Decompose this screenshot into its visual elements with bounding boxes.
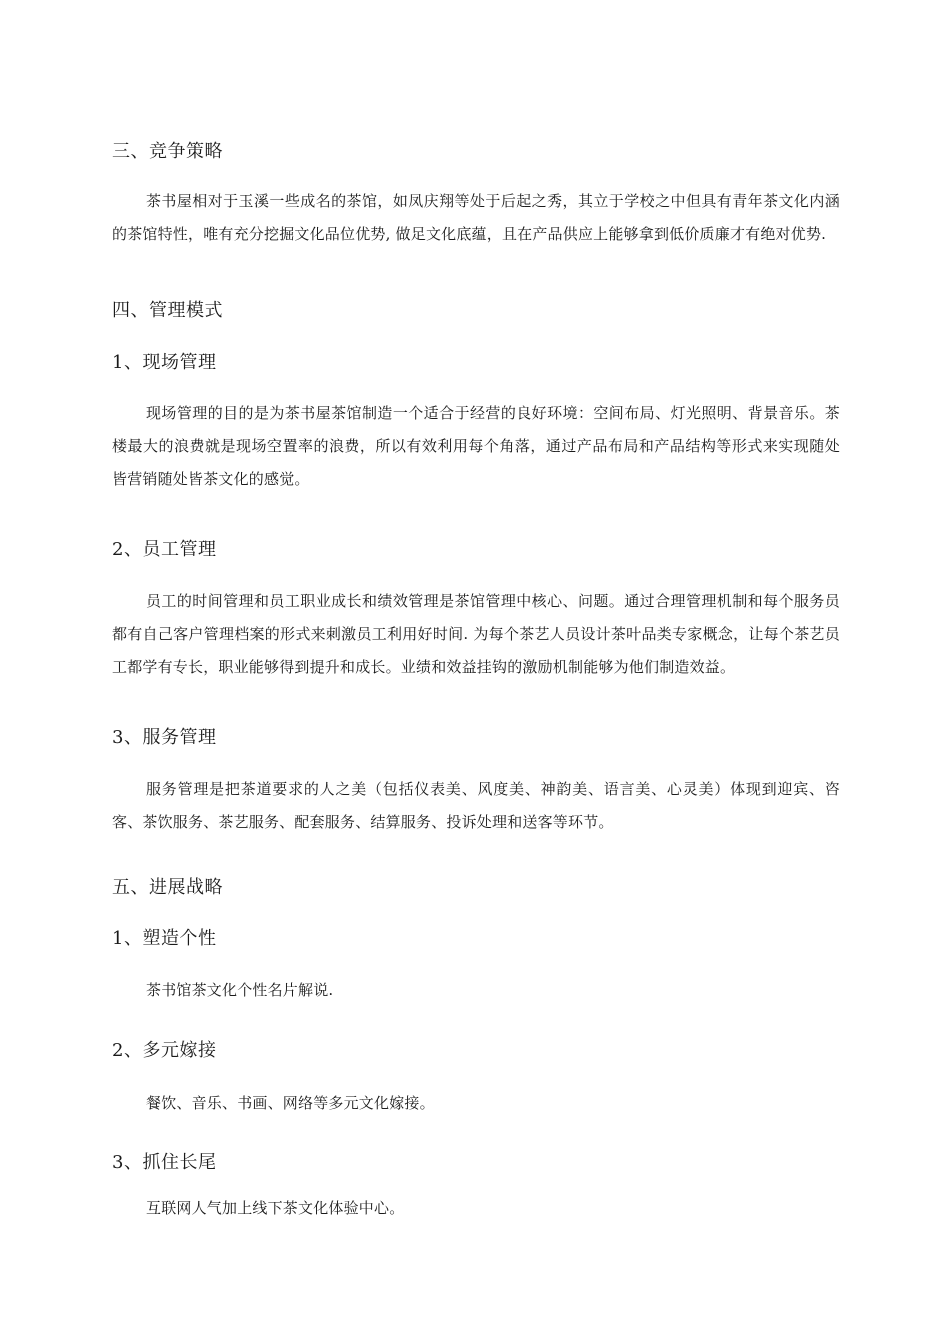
paragraph-competition-strategy: 茶书屋相对于玉溪一些成名的茶馆，如凤庆翔等处于后起之秀，其立于学校之中但具有青年茶文化内涵的茶馆特性，唯有充分挖掘文化品位优势, 做足文化底蕴，且在产品供应上能够拿到低价质廉才有绝对优势.	[112, 192, 840, 243]
paragraph-service-management: 服务管理是把茶道要求的人之美（包括仪表美、风度美、神韵美、语言美、心灵美）体现到迎宾、咨客、茶饮服务、茶艺服务、配套服务、结算服务、投诉处理和送客等环节。	[112, 780, 840, 831]
section-heading-competition-strategy: 三、竞争策略	[112, 141, 223, 162]
paragraph-multi-grafting: 餐饮、音乐、书画、网络等多元文化嫁接。	[146, 1094, 435, 1112]
section-heading-management-mode: 四、管理模式	[112, 300, 223, 321]
subheading-multi-grafting: 2、多元嫁接	[112, 1040, 217, 1061]
section-heading-development-strategy: 五、进展战略	[112, 877, 223, 898]
subheading-long-tail: 3、抓住长尾	[112, 1152, 217, 1173]
paragraph-site-management: 现场管理的目的是为茶书屋茶馆制造一个适合于经营的良好环境：空间布局、灯光照明、背景音乐。茶楼最大的浪费就是现场空置率的浪费，所以有效利用每个角落，通过产品布局和产品结构等形式来实现随处皆营销随处皆茶文化的感觉。	[112, 404, 840, 488]
subheading-site-management: 1、现场管理	[112, 352, 217, 373]
subheading-staff-management: 2、员工管理	[112, 539, 217, 560]
paragraph-shape-personality: 茶书馆茶文化个性名片解说.	[146, 981, 334, 999]
paragraph-long-tail: 互联网人气加上线下茶文化体验中心。	[146, 1199, 405, 1217]
subheading-shape-personality: 1、塑造个性	[112, 928, 217, 949]
paragraph-staff-management: 员工的时间管理和员工职业成长和绩效管理是茶馆管理中核心、问题。通过合理管理机制和每个服务员都有自己客户管理档案的形式来刺激员工利用好时间. 为每个茶艺人员设计茶叶品类专家概念，让每个茶艺员工都学有专长，职业能够得到提升和成长。业绩和效益挂钩的激励机制能够为他们制造效益。	[112, 592, 840, 676]
subheading-service-management: 3、服务管理	[112, 727, 217, 748]
